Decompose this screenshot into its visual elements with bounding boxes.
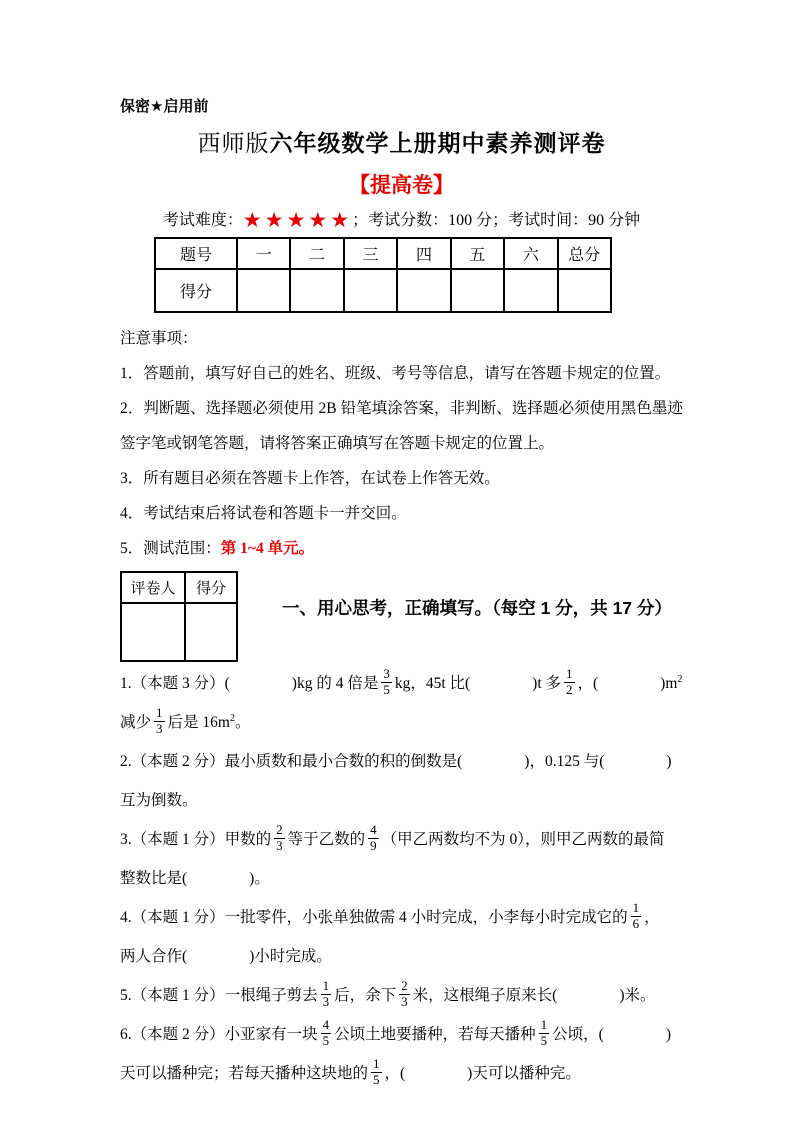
- question: [120, 664, 683, 742]
- question-line: 两人合作( )小时完成。: [120, 948, 332, 965]
- difficulty-label: 考试难度：: [162, 212, 243, 229]
- score-table-col-header: 四: [397, 238, 450, 269]
- grader-row: [120, 571, 683, 662]
- fraction: $\frac{1}{5}$: [540, 1017, 548, 1048]
- score-table-score-label: 得分: [155, 269, 237, 312]
- question-line: 6.（本题 2 分）小亚家有一块 $\frac{4}{5}$ 公顷土地要播种，若每天播种 $\frac{1}{5}$ 公顷，( ): [120, 1017, 671, 1048]
- paper-level-badge: 【提高卷】: [349, 174, 454, 197]
- score-table-col-header: 六: [504, 238, 557, 269]
- question-line: 5.（本题 1 分）一根绳子剪去 $\frac{1}{3}$ 后，余下 $\frac{2}{3}$ 米，这根绳子原来长( )米。: [120, 978, 656, 1009]
- page-title-prefix: 西师版: [197, 130, 270, 156]
- score-table-empty-cell: [237, 269, 290, 312]
- question-line: 天可以播种完；若每天播种这块地的 $\frac{1}{5}$ ，( )天可以播种完。: [120, 1056, 581, 1087]
- superscript: 2: [677, 673, 683, 685]
- note-item: [120, 391, 683, 461]
- note-item: [120, 356, 683, 391]
- note-text: 2．判断题、选择题必须使用 2B 铅笔填涂答案，非判断、选择题必须使用黑色墨迹签字笔或钢笔答题，请将答案正确填写在答题卡规定的位置上。: [120, 400, 683, 452]
- fraction: $\frac{1}{3}$: [156, 705, 163, 736]
- fraction: $\frac{2}{3}$: [276, 822, 283, 853]
- question: [120, 742, 683, 820]
- section-one-title: 一、用心思考，正确填写。（每空 1 分，共 17 分）: [282, 598, 672, 618]
- score-summary-table-body: [155, 238, 611, 312]
- question-line: 整数比是( )。: [120, 870, 270, 887]
- question: [120, 898, 683, 976]
- question-line: 减少 $\frac{1}{3}$ 后是 $16m^2$。: [120, 705, 251, 736]
- question-line: 互为倒数。: [120, 792, 198, 809]
- fraction: $\frac{4}{9}$: [370, 822, 377, 853]
- notes-title: 注意事项：: [120, 330, 198, 347]
- page-title: [120, 125, 683, 158]
- note-item: [120, 531, 683, 566]
- note-highlight-text: 第 1~4 单元。: [220, 540, 315, 557]
- fraction: $\frac{3}{5}$: [383, 666, 390, 697]
- exam-info-line: [120, 207, 683, 233]
- question-line: 2.（本题 2 分）最小质数和最小合数的积的倒数是( )，0.125 与( ): [120, 753, 672, 770]
- grader-box-score-empty-cell: [185, 603, 237, 661]
- difficulty-stars-icon: ★★★★★: [242, 208, 353, 232]
- grader-box-score-label: 得分: [185, 572, 237, 603]
- score-table-col-header: 三: [344, 238, 397, 269]
- note-text: 3．所有题目必须在答题卡上作答，在试卷上作答无效。: [120, 470, 500, 487]
- question-line: 1.（本题 3 分）( )kg 的 4 倍是 $\frac{3}{5}$ kg，45t 比( )t 多 $\frac{1}{2}$ ，( )$m^2$: [120, 666, 683, 697]
- fraction: $\frac{2}{3}$: [401, 978, 408, 1009]
- question-line: 4.（本题 1 分）一批零件，小张单独做需 4 小时完成，小李每小时完成它的 $\frac{1}{6}$ ，: [120, 900, 660, 931]
- score-table-col-header: 总分: [558, 238, 611, 269]
- grader-score-box: [120, 571, 238, 662]
- score-table-col-header: 二: [290, 238, 343, 269]
- note-item: [120, 461, 683, 496]
- page-title-main: 六年级数学上册期中素养测评卷: [269, 130, 606, 156]
- grader-box-grader-label: 评卷人: [121, 572, 185, 603]
- question: [120, 820, 683, 898]
- score-table-empty-cell: [290, 269, 343, 312]
- fraction: $\frac{1}{5}$: [373, 1056, 380, 1087]
- note-text: 1．答题前，填写好自己的姓名、班级、考号等信息，请写在答题卡规定的位置。: [120, 365, 671, 382]
- fraction: $\frac{4}{5}$: [322, 1017, 330, 1048]
- score-time-text: ；考试分数：100 分；考试时间：90 分钟: [352, 212, 641, 229]
- fraction: $\frac{1}{3}$: [322, 978, 330, 1009]
- question: [120, 1015, 683, 1093]
- question: [120, 976, 683, 1015]
- notes-section: [120, 321, 683, 566]
- note-item: [120, 496, 683, 531]
- fraction: $\frac{1}{2}$: [566, 666, 573, 697]
- score-table-empty-cell: [397, 269, 450, 312]
- notes-list: [120, 356, 683, 566]
- question-line: 3.（本题 1 分）甲数的 $\frac{2}{3}$ 等于乙数的 $\frac{4}{9}$ （甲乙两数均不为 0），则甲乙两数的最简: [120, 822, 665, 853]
- questions-list: [120, 664, 683, 1093]
- note-text: 5．测试范围：: [120, 540, 221, 557]
- score-table-empty-cell: [504, 269, 557, 312]
- score-summary-table: [154, 237, 612, 313]
- score-table-row-header: 题号: [155, 238, 237, 269]
- score-table-empty-cell: [558, 269, 611, 312]
- score-table-col-header: 一: [237, 238, 290, 269]
- note-text: 4．考试结束后将试卷和答题卡一并交回。: [120, 505, 407, 522]
- fraction: $\frac{1}{6}$: [632, 900, 640, 931]
- grader-box-grader-empty-cell: [121, 603, 185, 661]
- score-table-col-header: 五: [451, 238, 504, 269]
- score-table-empty-cell: [451, 269, 504, 312]
- score-table-empty-cell: [344, 269, 397, 312]
- superscript: 2: [229, 712, 235, 724]
- security-notice: 保密★启用前: [120, 98, 209, 115]
